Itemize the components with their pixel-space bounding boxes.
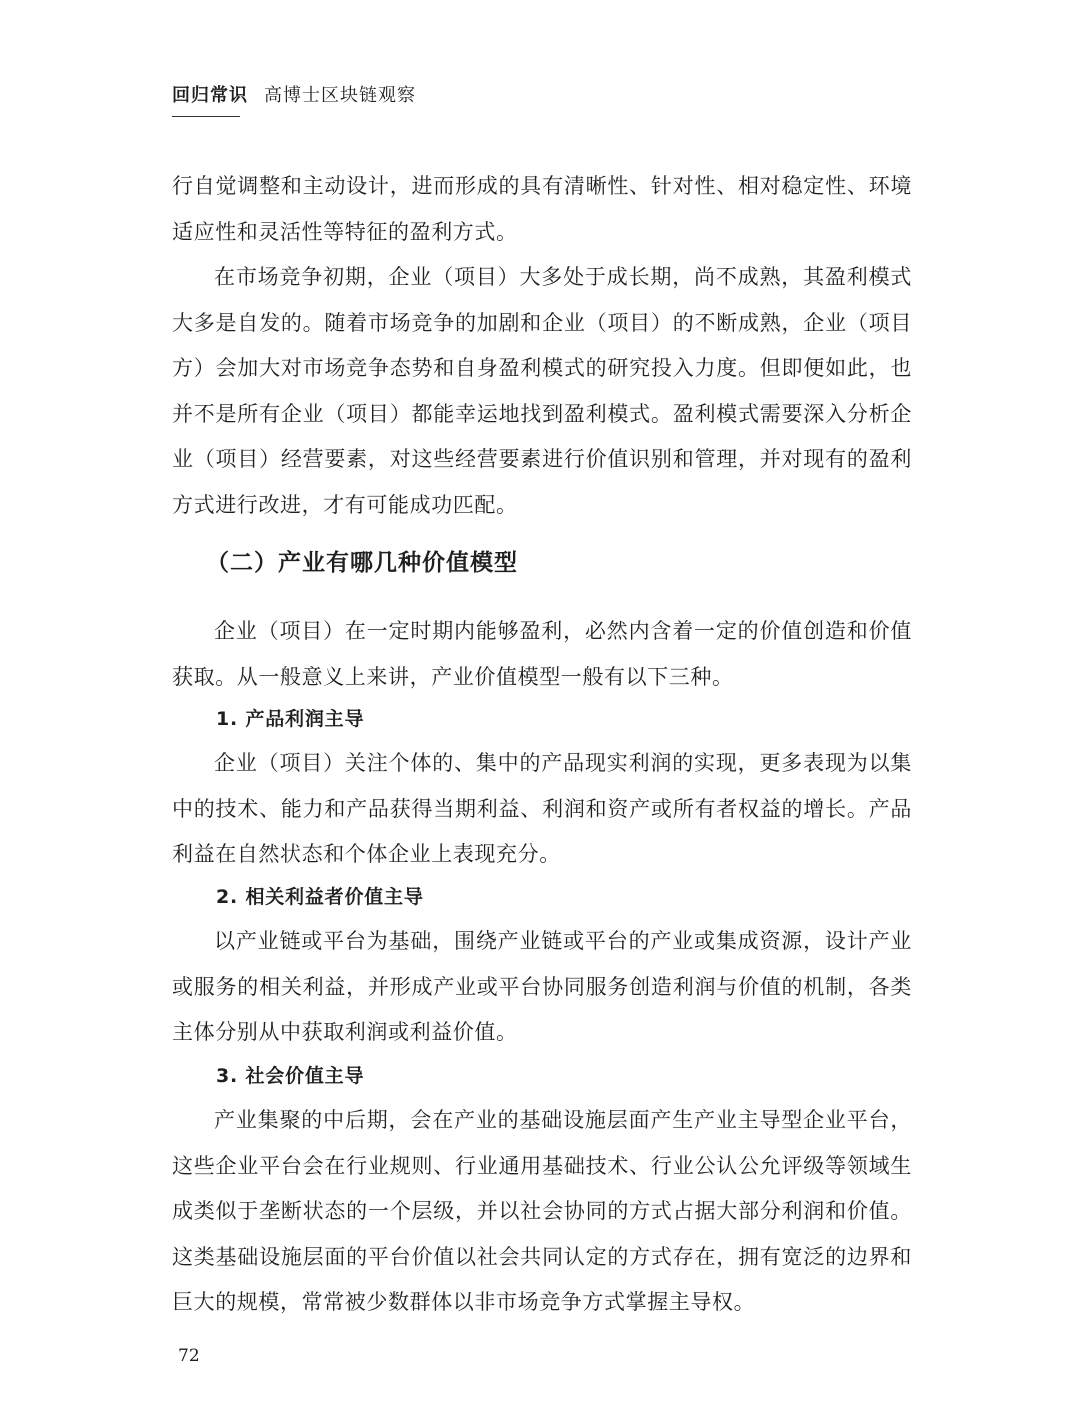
book-title: 回归常识 (172, 85, 248, 106)
subheading-product-profit: 1. 产品利润主导 (216, 708, 365, 730)
paragraph-social-value: 产业集聚的中后期，会在产业的基础设施层面产生产业主导型企业平台，这些企业平台会在行业规则、行业通用基础技术、行业公认公允评级等领域生成类似于垄断状态的一个层级，并以社会协同的方式占据大部分利润和价值。这类基础设施层面的平台价值以社会共同认定的方式存在，拥有宽泛的边界和巨大的规模，常常被少数群体以非市场竞争方式掌握主导权。 (172, 1108, 912, 1314)
header-underline (172, 116, 240, 117)
page-number: 72 (178, 1346, 200, 1366)
paragraph-continued: 行自觉调整和主动设计，进而形成的具有清晰性、针对性、相对稳定性、环境适应性和灵活性等特征的盈利方式。 (172, 174, 912, 244)
subheading-social-value: 3. 社会价值主导 (216, 1065, 365, 1087)
series-title: 高博士区块链观察 (264, 85, 416, 106)
running-header (172, 84, 416, 108)
section-heading: （二）产业有哪几种价值模型 (206, 550, 518, 576)
paragraph-stakeholder-value: 以产业链或平台为基础，围绕产业链或平台的产业或集成资源，设计产业或服务的相关利益，并形成产业或平台协同服务创造利润与价值的机制，各类主体分别从中获取利润或利益价值。 (172, 929, 912, 1044)
paragraph-intro: 企业（项目）在一定时期内能够盈利，必然内含着一定的价值创造和价值获取。从一般意义上来讲，产业价值模型一般有以下三种。 (172, 619, 912, 689)
paragraph-product-profit: 企业（项目）关注个体的、集中的产品现实利润的实现，更多表现为以集中的技术、能力和产品获得当期利益、利润和资产或所有者权益的增长。产品利益在自然状态和个体企业上表现充分。 (172, 751, 912, 866)
subheading-stakeholder-value: 2. 相关利益者价值主导 (216, 886, 424, 908)
paragraph-market-competition: 在市场竞争初期，企业（项目）大多处于成长期，尚不成熟，其盈利模式大多是自发的。随着市场竞争的加剧和企业（项目）的不断成熟，企业（项目方）会加大对市场竞争态势和自身盈利模式的研究投入力度。但即便如此，也并不是所有企业（项目）都能幸运地找到盈利模式。盈利模式需要深入分析企业（项目）经营要素，对这些经营要素进行价值识别和管理，并对现有的盈利方式进行改进，才有可能成功匹配。 (172, 265, 912, 517)
